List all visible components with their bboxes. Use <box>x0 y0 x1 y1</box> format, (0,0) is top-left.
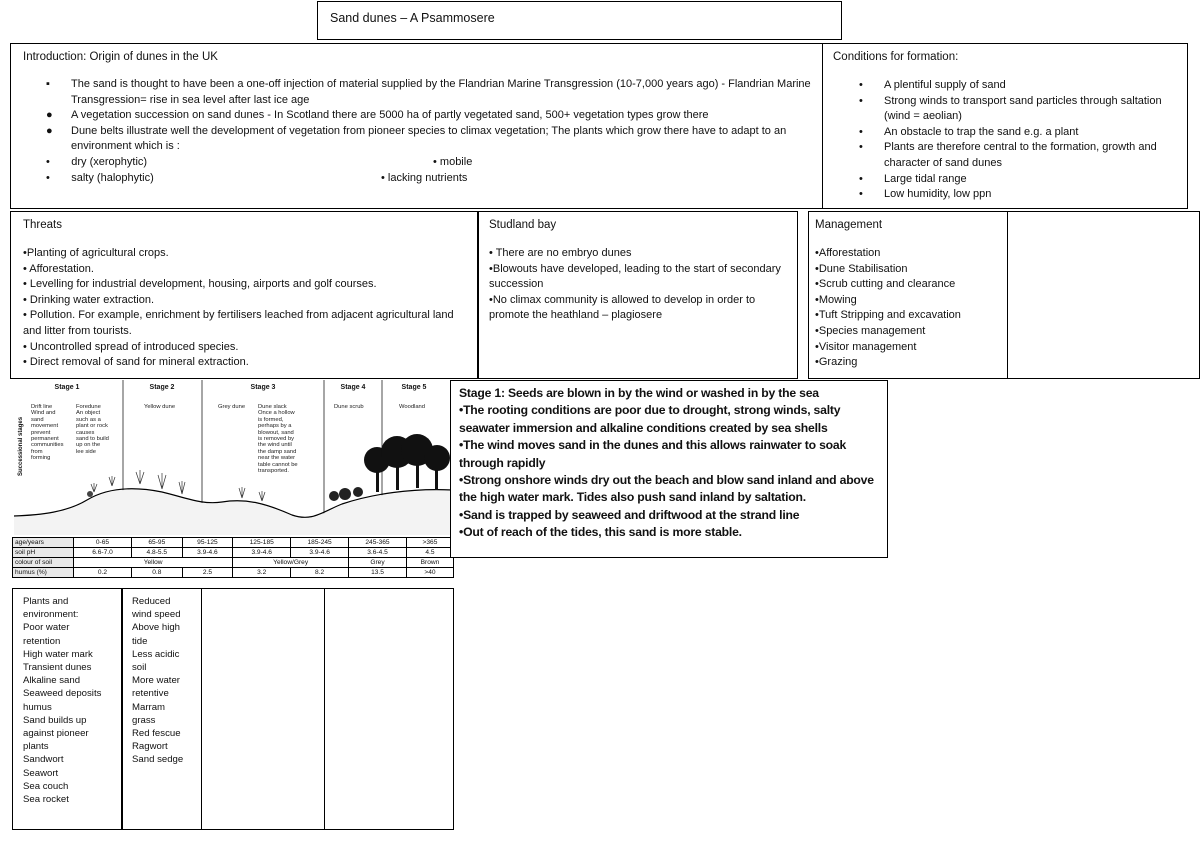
env-right-1: • mobile <box>433 156 473 168</box>
list-item: • Large tidal range <box>859 172 967 185</box>
column-2-text: Reduced wind speed Above high tide Less acidic soil More water retentive Marram grass Red fescue Ragwort Sand sedge <box>132 596 184 766</box>
studland-box <box>478 211 798 379</box>
stage-5-label: Stage 5 <box>401 384 427 391</box>
env-left-2: • salty (halophytic) <box>46 172 154 184</box>
list-item: •The wind moves sand in the dunes and this allows rainwater to soak through rapidly <box>459 438 847 470</box>
table-cell: Brown <box>406 558 453 568</box>
list-item: •Sand is trapped by seaweed and driftwood at the strand line <box>459 507 800 522</box>
list-item: • Direct removal of sand for mineral extraction. <box>23 356 249 369</box>
management-box <box>808 211 1008 379</box>
table-cell: 0-65 <box>74 538 132 548</box>
table-cell: Yellow <box>74 558 233 568</box>
list-item: •Mowing <box>815 293 857 306</box>
list-item: • Low humidity, low ppn <box>859 188 992 201</box>
stage1-heading: Stage 1: Seeds are blown in by the wind or washed in by the sea <box>459 386 819 400</box>
list-item: •Grazing <box>815 356 858 369</box>
list-item: • There are no embryo dunes <box>489 247 632 259</box>
table-cell: 185-245 <box>291 538 349 548</box>
stage-1-label: Stage 1 <box>54 384 80 391</box>
list-item: •Planting of agricultural crops. <box>23 247 169 259</box>
threats-list <box>23 246 475 371</box>
list-item: • Drinking water extraction. <box>23 293 155 306</box>
row-label: soil pH <box>13 548 74 558</box>
list-item: ● Dune belts illustrate well the development of vegetation from pioneer species to climax vegetation; The plants which grow there have to adapt to an environment which is : <box>46 124 787 153</box>
row-label: humus (%) <box>13 568 74 578</box>
list-item: •No climax community is allowed to develop in order to promote the heathland – plagiosere <box>489 293 756 322</box>
stage-3-label: Stage 3 <box>250 384 276 391</box>
list-item: •Tuft Stripping and excavation <box>815 309 961 322</box>
conditions-heading: Conditions for formation: <box>833 51 959 63</box>
table-cell: Grey <box>349 558 407 568</box>
stage-4-label: Stage 4 <box>340 384 366 391</box>
table-cell: >40 <box>406 568 453 578</box>
column-4 <box>324 588 454 830</box>
list-item: •Afforestation <box>815 247 881 259</box>
env-right-2: • lacking nutrients <box>381 172 468 184</box>
management-heading: Management <box>815 219 883 231</box>
stage1-text <box>459 385 879 542</box>
list-item: • Levelling for industrial development, housing, airports and golf courses. <box>23 278 377 291</box>
list-item: • Afforestation. <box>23 262 94 275</box>
note-dune-scrub: Dune scrub <box>334 404 364 410</box>
table-cell: 6.6-7.0 <box>74 548 132 558</box>
stage-2-label: Stage 2 <box>149 384 175 391</box>
studland-list <box>489 246 789 324</box>
table-cell: 3.2 <box>233 568 291 578</box>
list-item: • Uncontrolled spread of introduced species. <box>23 340 239 353</box>
list-item: •Strong onshore winds dry out the beach and blow sand inland and above the high water mark. Tides also push sand inland by saltation. <box>459 473 874 505</box>
table-cell: 13.5 <box>349 568 407 578</box>
list-item: •Blowouts have developed, leading to the start of secondary succession <box>489 262 781 291</box>
table-cell: 3.6-4.5 <box>349 548 407 558</box>
threats-heading: Threats <box>23 219 62 231</box>
table-cell: 3.9-4.6 <box>233 548 291 558</box>
table-cell: 4.8-5.5 <box>132 548 183 558</box>
list-item: •Visitor management <box>815 340 917 353</box>
list-item: ▪ The sand is thought to have been a one-off injection of material supplied by the Flandrian Marine Transgression (10-7,000 years ago) - Flandrian Marine Transgression= rise in sea level after last ice age <box>46 78 811 106</box>
threats-box <box>10 211 478 379</box>
note-drift-line: Drift line Wind and sand movement prevent permanent communities from forming <box>31 404 64 462</box>
conditions-box <box>822 43 1188 209</box>
intro-box <box>10 43 823 209</box>
table-cell: 95-125 <box>182 538 233 548</box>
intro-bullets <box>46 77 816 155</box>
succession-diagram <box>12 380 454 586</box>
table-cell: 0.2 <box>74 568 132 578</box>
list-item: ● A vegetation succession on sand dunes - In Scotland there are 5000 ha of partly vegetated sand, 500+ vegetation types grow there <box>46 109 709 122</box>
table-cell: 3.9-4.6 <box>182 548 233 558</box>
management-list <box>815 246 1005 371</box>
page-title: Sand dunes – A Psammosere <box>330 11 495 25</box>
column-1 <box>12 588 122 830</box>
list-item: • Strong winds to transport sand particles through saltation (wind = aeolian) <box>859 94 1162 123</box>
list-item: •Species management <box>815 324 926 337</box>
list-item: •The rooting conditions are poor due to drought, strong winds, salty seawater immersion and alkaline conditions created by sea shells <box>459 403 841 435</box>
list-item: •Dune Stabilisation <box>815 262 908 275</box>
table-cell: 3.9-4.6 <box>291 548 349 558</box>
list-item: •Out of reach of the tides, this sand is more stable. <box>459 525 742 540</box>
note-foredune: Foredune An object such as a plant or rock causes sand to build up on the lee side <box>76 404 109 455</box>
list-item: •Scrub cutting and clearance <box>815 278 956 291</box>
stage1-box <box>450 380 888 558</box>
table-row <box>13 558 454 568</box>
side-label: Successional stages <box>18 416 24 476</box>
column-1-text: Plants and environment: Poor water retention High water mark Transient dunes Alkaline sand Seaweed deposits humus Sand builds up against pioneer plants Sandwort Seawort Sea couch Sea rocket <box>23 596 102 806</box>
table-cell: 4.5 <box>406 548 453 558</box>
list-item: • Pollution. For example, enrichment by fertilisers leached from adjacent agricultural land and litter from tourists. <box>23 309 454 337</box>
note-dune-slack: Dune slack Once a hollow is formed, perhaps by a blowout, sand is removed by the wind until the damp sand near the water table cannot be transported. <box>258 404 298 475</box>
succession-table <box>12 537 454 578</box>
table-cell: 8.2 <box>291 568 349 578</box>
row-label: colour of soil <box>13 558 74 568</box>
title-box <box>317 1 842 40</box>
note-woodland: Woodland <box>399 404 425 410</box>
empty-box <box>1007 211 1200 379</box>
list-item: • Plants are therefore central to the formation, growth and character of sand dunes <box>859 141 1157 169</box>
row-label: age/years <box>13 538 74 548</box>
list-item: • A plentiful supply of sand <box>859 79 1006 91</box>
env-left-1: • dry (xerophytic) <box>46 156 148 168</box>
table-cell: >365 <box>406 538 453 548</box>
table-cell: 65-95 <box>132 538 183 548</box>
table-row <box>13 538 454 548</box>
note-yellow-dune: Yellow dune <box>144 404 176 410</box>
table-cell: Yellow/Grey <box>233 558 349 568</box>
column-2 <box>122 588 202 830</box>
table-cell: 245-365 <box>349 538 407 548</box>
table-cell: 125-185 <box>233 538 291 548</box>
intro-heading: Introduction: Origin of dunes in the UK <box>23 51 218 63</box>
table-row <box>13 568 454 578</box>
column-3 <box>201 588 325 830</box>
table-row <box>13 548 454 558</box>
note-grey-dune: Grey dune <box>218 404 246 410</box>
studland-heading: Studland bay <box>489 219 557 231</box>
list-item: • An obstacle to trap the sand e.g. a plant <box>859 125 1079 138</box>
table-cell: 2.5 <box>182 568 233 578</box>
conditions-bullets <box>859 78 1179 203</box>
table-cell: 0.8 <box>132 568 183 578</box>
